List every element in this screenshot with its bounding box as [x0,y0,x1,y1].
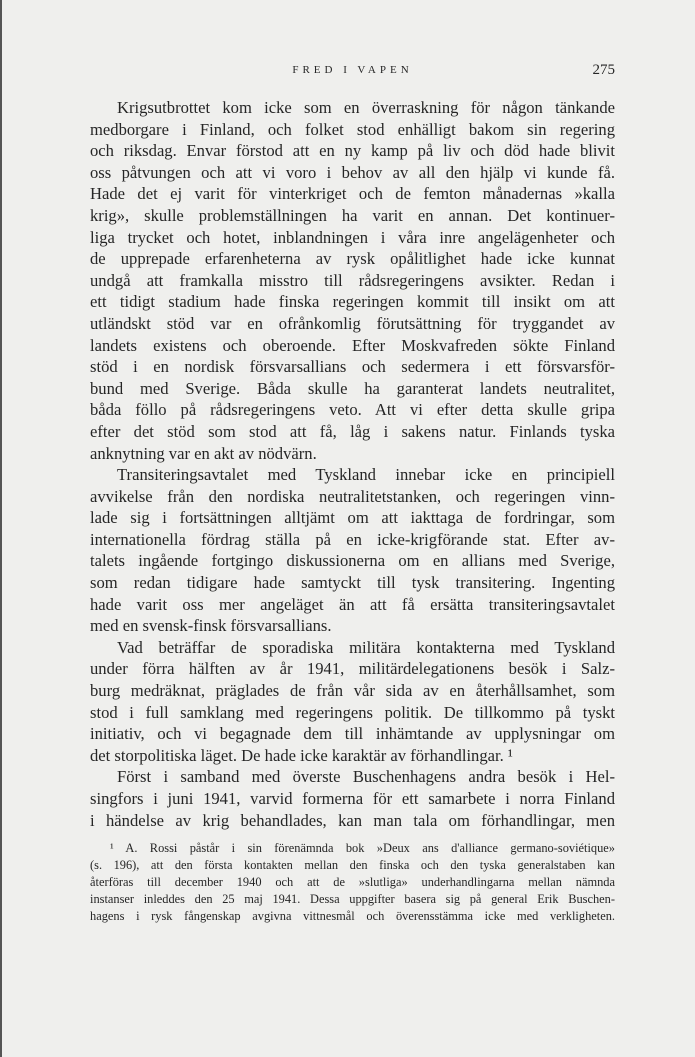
footnote-line: hagens i rysk fångenskap avgivna vittnesmål och överensstämma icke med verkligheten. [90,909,615,923]
text-line: i händelse av krig behandlades, kan man tala om förhandlingar, men [90,810,615,830]
text-line: Transiteringsavtalet med Tyskland innebar icke en principiell [117,465,615,485]
text-line: Vad beträffar de sporadiska militära kontakterna med Tyskland [117,637,615,657]
text-line: krig», skulle problemställningen ha varit en annan. Det kontinuer- [90,205,615,225]
paragraph [90,637,615,767]
text-line: bund med Sverige. Båda skulle ha garanterat landets neutralitet, [90,378,615,398]
body-text [90,97,615,831]
text-line: med en svensk-finsk försvarsallians. [90,616,332,636]
text-line: stöd i en nordisk försvarsallians och sedermera i ett försvarsför- [90,357,615,377]
text-line: utländskt stöd var en ofrånkomlig förutsättning för tryggandet av [90,313,615,333]
text-line: ett tidigt stadium hade finska regeringen kommit till insikt om att [90,292,615,312]
text-line: stod i full samklang med regeringens politik. De tillkommo på tyskt [90,702,615,722]
page-edge [0,0,2,1057]
text-line: hade varit oss mer angeläget än att få ersätta transiteringsavtalet [90,594,615,614]
page-number: 275 [592,62,615,78]
text-line: singfors i juni 1941, varvid formerna för ett samarbete i norra Finland [90,789,615,808]
text-line: medborgare i Finland, och folket stod enhälligt bakom sin regering [90,119,615,139]
text-line: talets ingående fortgingo diskussionerna om en allians med Sverige, [90,551,615,571]
footnote-line: instanser inleddes den 25 maj 1941. Dessa uppgifter basera sig på general Erik Buschen- [90,892,615,906]
text-line: lade sig i fortsättningen alltjämt om att iakttaga de fordringar, som [90,508,615,528]
paragraph [90,464,615,637]
page-header [90,64,615,84]
text-line: Hade det ej varit för vinterkriget och de femton månadernas »kalla [90,184,615,204]
text-line: efter det stöd som stod att få, låg i sakens natur. Finlands tyska [90,421,615,441]
text-line: liga trycket och hotet, inblandningen i våra inre angelägenheter och [90,227,615,247]
text-line: avvikelse från den nordiska neutralitetstanken, och regeringen vinn- [90,486,615,506]
text-line: Först i samband med överste Buschenhagens andra besök i Hel- [117,767,615,787]
text-line: initiativ, och vi begagnade dem till inhämtande av upplysningar om [90,724,615,744]
footnote-line: (s. 196), att den första kontakten mellan den finska och den tyska generalstaben kan [90,858,615,872]
footnote-line: ¹ A. Rossi påstår i sin förenämnda bok »Deux ans d'alliance germano-soviétique» [110,841,615,855]
text-line: burg medräknat, präglades de från vår sida av en återhållsamhet, som [90,681,615,701]
text-line: och riksdag. Envar förstod att en ny kamp på liv och död hade blivit [90,141,615,161]
text-line: oss påtvungen och att vi voro i behov av all den hjälp vi kunde få. [90,162,615,182]
text-line: båda föllo på rådsregeringens veto. Att vi efter detta skulle gripa [90,400,615,420]
text-line: landets existens och oberoende. Efter Moskvafreden sökte Finland [90,335,615,355]
text-line: som redan tidigare hade samtyckt till tysk transitering. Ingenting [90,573,615,593]
text-line: internationella fördrag ställa på en icke-krigförande stat. Efter av- [90,529,615,549]
text-line: anknytning var en akt av nödvärn. [90,443,317,463]
text-line: de upprepade erfarenheterna av rysk opålitlighet hade icke kunnat [90,249,615,269]
text-line: det storpolitiska läget. De hade icke karaktär av förhandlingar. ¹ [90,745,513,765]
paragraph [90,97,615,464]
text-line: under förra hälften av år 1941, militärdelegationens besök i Salz- [90,659,615,679]
text-line: undgå att framkalla misstro till rådsregeringens avsikter. Redan i [90,270,615,290]
running-title: FRED I VAPEN [292,64,413,76]
text-line: Krigsutbrottet kom icke som en överraskning för någon tänkande [117,98,615,117]
footnote-line: återföras till december 1940 och att de »slutliga» underhandlingarna mellan nämnda [90,875,615,889]
paragraph [90,766,615,831]
footnotes [90,840,615,925]
